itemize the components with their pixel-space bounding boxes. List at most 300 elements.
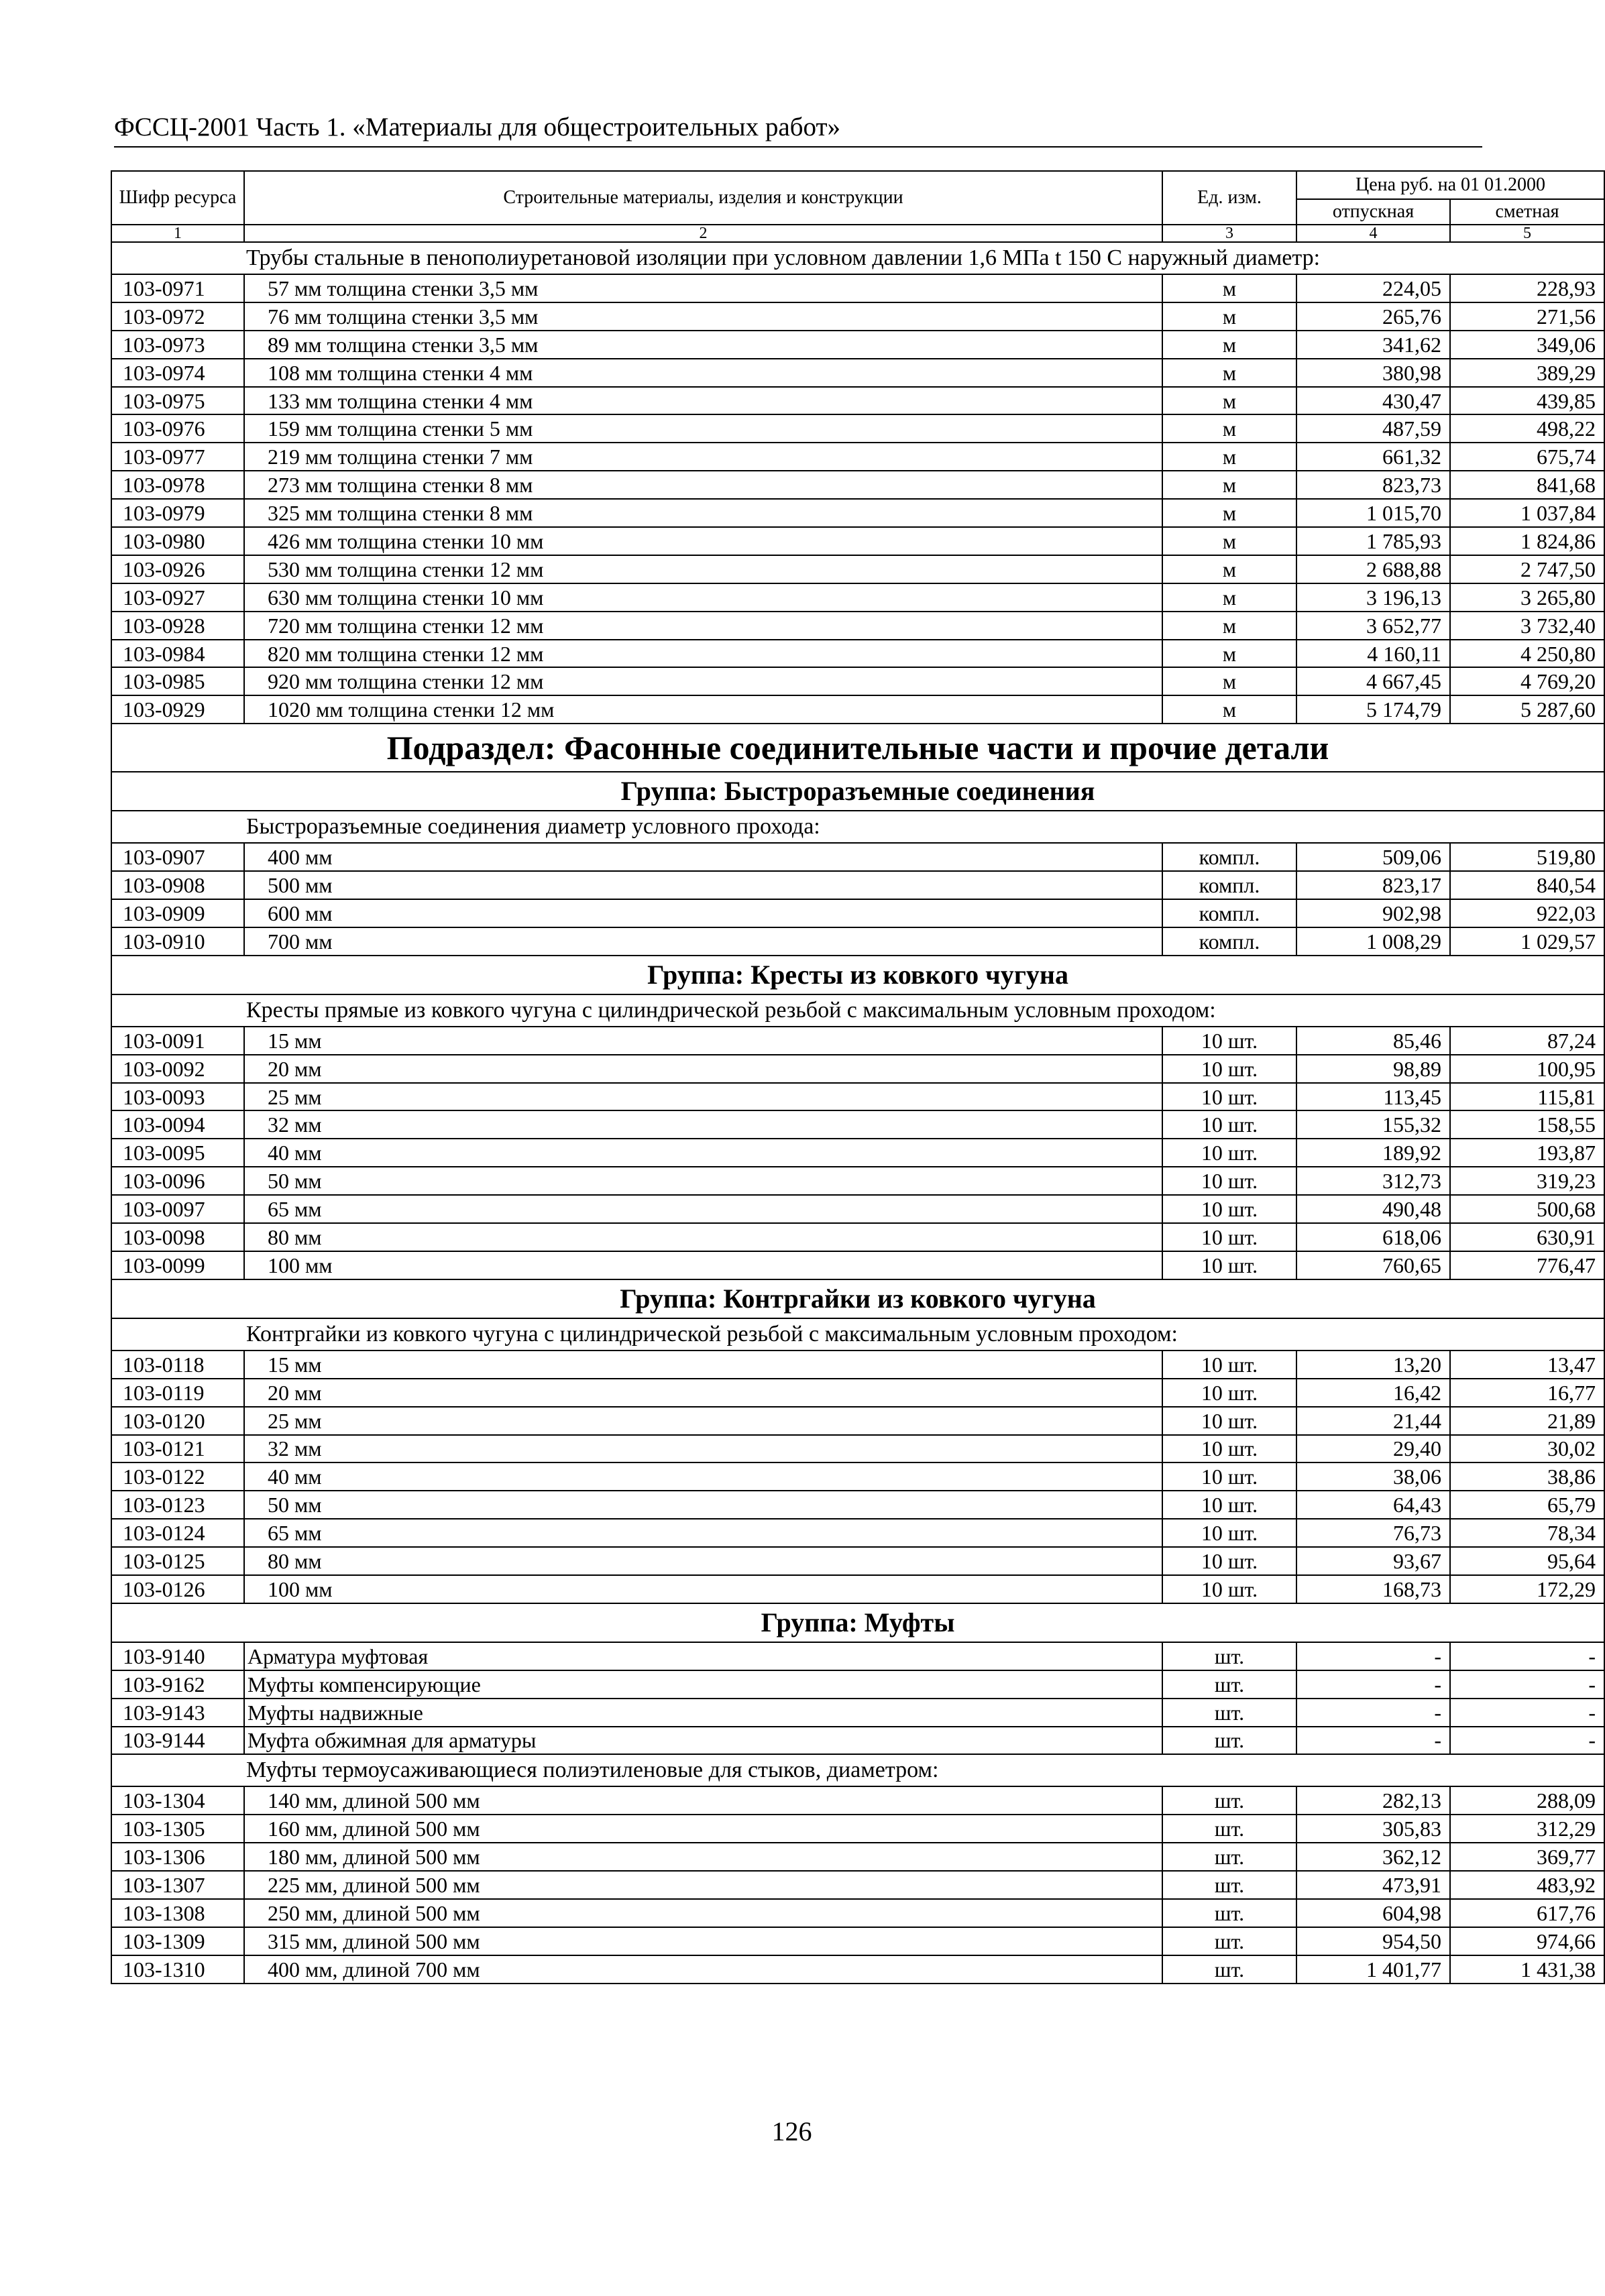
column-number-3: 3 (1162, 225, 1296, 242)
material-name-cell: 133 мм толщина стенки 4 мм (244, 387, 1162, 415)
resource-code-cell: 103-0097 (111, 1195, 244, 1223)
section-intro-text: Быстроразъемные соединения диаметр условного прохода: (111, 811, 1604, 843)
estimate-price-cell: 841,68 (1450, 471, 1604, 499)
release-price-cell: 661,32 (1296, 443, 1450, 471)
material-name-cell: 50 мм (244, 1167, 1162, 1195)
release-price-cell: 490,48 (1296, 1195, 1450, 1223)
table-row (111, 527, 1604, 555)
release-price-cell: 618,06 (1296, 1223, 1450, 1251)
unit-cell: 10 шт. (1162, 1110, 1296, 1139)
table-row (111, 695, 1604, 724)
table-row (111, 1491, 1604, 1519)
group-row (111, 1603, 1604, 1642)
estimate-price-cell: 319,23 (1450, 1167, 1604, 1195)
estimate-price-cell: 974,66 (1450, 1927, 1604, 1955)
estimate-price-cell: 1 029,57 (1450, 927, 1604, 956)
estimate-price-cell: 349,06 (1450, 331, 1604, 359)
material-name-cell: 57 мм толщина стенки 3,5 мм (244, 274, 1162, 302)
material-name-cell: Муфта обжимная для арматуры (244, 1727, 1162, 1755)
unit-cell: шт. (1162, 1927, 1296, 1955)
estimate-price-cell: 1 037,84 (1450, 499, 1604, 527)
material-name-cell: 700 мм (244, 927, 1162, 956)
resource-code-cell: 103-0972 (111, 302, 244, 331)
resource-code-cell: 103-9162 (111, 1670, 244, 1699)
unit-cell: шт. (1162, 1843, 1296, 1871)
material-name-cell: 76 мм толщина стенки 3,5 мм (244, 302, 1162, 331)
group-heading: Группа: Муфты (111, 1603, 1604, 1642)
estimate-price-cell: 4 250,80 (1450, 640, 1604, 668)
release-price-cell: 1 785,93 (1296, 527, 1450, 555)
material-name-cell: 50 мм (244, 1491, 1162, 1519)
group-row (111, 956, 1604, 994)
unit-cell: компл. (1162, 927, 1296, 956)
estimate-price-cell: 16,77 (1450, 1379, 1604, 1407)
table-row (111, 843, 1604, 871)
material-name-cell: Арматура муфтовая (244, 1642, 1162, 1670)
table-row (111, 471, 1604, 499)
resource-code-cell: 103-0092 (111, 1055, 244, 1083)
release-price-cell: 341,62 (1296, 331, 1450, 359)
estimate-price-cell: 1 431,38 (1450, 1955, 1604, 1984)
unit-cell: м (1162, 359, 1296, 387)
release-price-cell: 98,89 (1296, 1055, 1450, 1083)
table-row (111, 1899, 1604, 1927)
resource-code-cell: 103-0976 (111, 414, 244, 443)
resource-code-cell: 103-0977 (111, 443, 244, 471)
release-price-cell: 487,59 (1296, 414, 1450, 443)
table-row (111, 927, 1604, 956)
unit-cell: шт. (1162, 1727, 1296, 1755)
release-price-cell: 265,76 (1296, 302, 1450, 331)
release-price-cell: 76,73 (1296, 1519, 1450, 1547)
release-price-cell: 823,17 (1296, 871, 1450, 899)
estimate-price-cell: 78,34 (1450, 1519, 1604, 1547)
resource-code-cell: 103-0093 (111, 1083, 244, 1111)
table-row (111, 414, 1604, 443)
material-name-cell: 160 мм, длиной 500 мм (244, 1815, 1162, 1843)
material-name-cell: 15 мм (244, 1027, 1162, 1055)
column-number-5: 5 (1450, 225, 1604, 242)
material-name-cell: 80 мм (244, 1547, 1162, 1575)
unit-cell: 10 шт. (1162, 1491, 1296, 1519)
column-header-code: Шифр ресурса (111, 171, 244, 225)
material-name-cell: 225 мм, длиной 500 мм (244, 1871, 1162, 1899)
material-name-cell: 89 мм толщина стенки 3,5 мм (244, 331, 1162, 359)
resource-code-cell: 103-0121 (111, 1435, 244, 1463)
material-name-cell: 630 мм толщина стенки 10 мм (244, 583, 1162, 612)
release-price-cell: 93,67 (1296, 1547, 1450, 1575)
release-price-cell: 604,98 (1296, 1899, 1450, 1927)
estimate-price-cell: 1 824,86 (1450, 527, 1604, 555)
unit-cell: 10 шт. (1162, 1519, 1296, 1547)
release-price-cell: 902,98 (1296, 899, 1450, 927)
material-name-cell: 273 мм толщина стенки 8 мм (244, 471, 1162, 499)
release-price-cell: 509,06 (1296, 843, 1450, 871)
release-price-cell: 38,06 (1296, 1462, 1450, 1491)
column-header-estimate: сметная (1450, 199, 1604, 225)
material-name-cell: 219 мм толщина стенки 7 мм (244, 443, 1162, 471)
intro-row (111, 1754, 1604, 1786)
unit-cell: м (1162, 695, 1296, 724)
table-row (111, 1815, 1604, 1843)
table-row (111, 640, 1604, 668)
unit-cell: 10 шт. (1162, 1027, 1296, 1055)
unit-cell: м (1162, 443, 1296, 471)
estimate-price-cell: 271,56 (1450, 302, 1604, 331)
resource-code-cell: 103-0094 (111, 1110, 244, 1139)
column-number-1: 1 (111, 225, 244, 242)
material-name-cell: 325 мм толщина стенки 8 мм (244, 499, 1162, 527)
material-name-cell: 32 мм (244, 1435, 1162, 1463)
page-header: ФССЦ-2001 Часть 1. «Материалы для общестроительных работ» (114, 113, 841, 141)
unit-cell: 10 шт. (1162, 1407, 1296, 1435)
table-row (111, 1575, 1604, 1603)
unit-cell: компл. (1162, 871, 1296, 899)
table-row (111, 331, 1604, 359)
estimate-price-cell: - (1450, 1727, 1604, 1755)
unit-cell: 10 шт. (1162, 1167, 1296, 1195)
unit-cell: м (1162, 471, 1296, 499)
estimate-price-cell: 87,24 (1450, 1027, 1604, 1055)
release-price-cell: 113,45 (1296, 1083, 1450, 1111)
unit-cell: 10 шт. (1162, 1195, 1296, 1223)
resource-code-cell: 103-0927 (111, 583, 244, 612)
material-name-cell: 65 мм (244, 1519, 1162, 1547)
estimate-price-cell: 228,93 (1450, 274, 1604, 302)
estimate-price-cell: 21,89 (1450, 1407, 1604, 1435)
resource-code-cell: 103-0980 (111, 527, 244, 555)
section-intro-text: Контргайки из ковкого чугуна с цилиндрической резьбой с максимальным условным проходом: (111, 1318, 1604, 1351)
unit-cell: шт. (1162, 1642, 1296, 1670)
material-name-cell: 1020 мм толщина стенки 12 мм (244, 695, 1162, 724)
material-name-cell: 426 мм толщина стенки 10 мм (244, 527, 1162, 555)
release-price-cell: 760,65 (1296, 1251, 1450, 1279)
unit-cell: шт. (1162, 1955, 1296, 1984)
material-name-cell: 40 мм (244, 1462, 1162, 1491)
unit-cell: компл. (1162, 843, 1296, 871)
material-name-cell: 400 мм (244, 843, 1162, 871)
estimate-price-cell: 312,29 (1450, 1815, 1604, 1843)
unit-cell: 10 шт. (1162, 1223, 1296, 1251)
unit-cell: 10 шт. (1162, 1575, 1296, 1603)
unit-cell: 10 шт. (1162, 1083, 1296, 1111)
resource-code-cell: 103-0099 (111, 1251, 244, 1279)
release-price-cell: - (1296, 1670, 1450, 1699)
release-price-cell: 85,46 (1296, 1027, 1450, 1055)
material-name-cell: 400 мм, длиной 700 мм (244, 1955, 1162, 1984)
unit-cell: м (1162, 612, 1296, 640)
release-price-cell: 430,47 (1296, 387, 1450, 415)
section-intro-text: Трубы стальные в пенополиуретановой изоляции при условном давлении 1,6 МПа t 150 С наружный диаметр: (111, 242, 1604, 274)
release-price-cell: 4 160,11 (1296, 640, 1450, 668)
release-price-cell: 1 015,70 (1296, 499, 1450, 527)
unit-cell: м (1162, 640, 1296, 668)
column-number-4: 4 (1296, 225, 1450, 242)
estimate-price-cell: 13,47 (1450, 1351, 1604, 1379)
table-row (111, 1843, 1604, 1871)
intro-row (111, 1318, 1604, 1351)
unit-cell: м (1162, 583, 1296, 612)
resource-code-cell: 103-0096 (111, 1167, 244, 1195)
page-number: 126 (771, 2116, 812, 2146)
table-row (111, 1407, 1604, 1435)
group-heading: Группа: Быстроразъемные соединения (111, 772, 1604, 811)
estimate-price-cell: 115,81 (1450, 1083, 1604, 1111)
material-name-cell: 920 мм толщина стенки 12 мм (244, 667, 1162, 695)
unit-cell: м (1162, 302, 1296, 331)
release-price-cell: 305,83 (1296, 1815, 1450, 1843)
header-rule (114, 146, 1482, 148)
resource-code-cell: 103-1305 (111, 1815, 244, 1843)
unit-cell: м (1162, 274, 1296, 302)
table-row (111, 1379, 1604, 1407)
resource-code-cell: 103-9144 (111, 1727, 244, 1755)
estimate-price-cell: 4 769,20 (1450, 667, 1604, 695)
group-heading: Группа: Кресты из ковкого чугуна (111, 956, 1604, 994)
unit-cell: шт. (1162, 1815, 1296, 1843)
estimate-price-cell: 5 287,60 (1450, 695, 1604, 724)
unit-cell: 10 шт. (1162, 1462, 1296, 1491)
material-name-cell: 65 мм (244, 1195, 1162, 1223)
table-row (111, 1083, 1604, 1111)
unit-cell: 10 шт. (1162, 1055, 1296, 1083)
table-row (111, 1223, 1604, 1251)
release-price-cell: 380,98 (1296, 359, 1450, 387)
unit-cell: м (1162, 499, 1296, 527)
table-row (111, 443, 1604, 471)
release-price-cell: 3 196,13 (1296, 583, 1450, 612)
resource-code-cell: 103-0126 (111, 1575, 244, 1603)
table-row (111, 1727, 1604, 1755)
material-name-cell: 720 мм толщина стенки 12 мм (244, 612, 1162, 640)
table-row (111, 1871, 1604, 1899)
table-row (111, 1110, 1604, 1139)
unit-cell: м (1162, 555, 1296, 583)
table-row (111, 899, 1604, 927)
estimate-price-cell: 2 747,50 (1450, 555, 1604, 583)
release-price-cell: 16,42 (1296, 1379, 1450, 1407)
material-name-cell: 80 мм (244, 1223, 1162, 1251)
estimate-price-cell: - (1450, 1670, 1604, 1699)
column-header-release: отпускная (1296, 199, 1450, 225)
table-row (111, 1195, 1604, 1223)
table-row (111, 1955, 1604, 1984)
subsection-row (111, 724, 1604, 772)
estimate-price-cell: 65,79 (1450, 1491, 1604, 1519)
group-row (111, 1279, 1604, 1318)
release-price-cell: 282,13 (1296, 1786, 1450, 1815)
material-name-cell: 32 мм (244, 1110, 1162, 1139)
table-row (111, 555, 1604, 583)
resource-code-cell: 103-0973 (111, 331, 244, 359)
resource-code-cell: 103-0971 (111, 274, 244, 302)
material-name-cell: 15 мм (244, 1351, 1162, 1379)
table-row (111, 1786, 1604, 1815)
table-row (111, 1519, 1604, 1547)
estimate-price-cell: 498,22 (1450, 414, 1604, 443)
estimate-price-cell: 172,29 (1450, 1575, 1604, 1603)
table-row (111, 1462, 1604, 1491)
unit-cell: шт. (1162, 1670, 1296, 1699)
material-name-cell: 250 мм, длиной 500 мм (244, 1899, 1162, 1927)
unit-cell: 10 шт. (1162, 1351, 1296, 1379)
material-name-cell: 500 мм (244, 871, 1162, 899)
table-row (111, 359, 1604, 387)
material-name-cell: 108 мм толщина стенки 4 мм (244, 359, 1162, 387)
resource-code-cell: 103-0929 (111, 695, 244, 724)
table-row (111, 499, 1604, 527)
group-heading: Группа: Контргайки из ковкого чугуна (111, 1279, 1604, 1318)
table-body (111, 242, 1604, 1984)
material-name-cell: 40 мм (244, 1139, 1162, 1167)
release-price-cell: 29,40 (1296, 1435, 1450, 1463)
release-price-cell: 5 174,79 (1296, 695, 1450, 724)
estimate-price-cell: 483,92 (1450, 1871, 1604, 1899)
estimate-price-cell: 369,77 (1450, 1843, 1604, 1871)
resource-code-cell: 103-0979 (111, 499, 244, 527)
estimate-price-cell: 500,68 (1450, 1195, 1604, 1223)
resource-code-cell: 103-1309 (111, 1927, 244, 1955)
estimate-price-cell: 30,02 (1450, 1435, 1604, 1463)
table-row (111, 1699, 1604, 1727)
release-price-cell: 2 688,88 (1296, 555, 1450, 583)
unit-cell: м (1162, 331, 1296, 359)
resource-code-cell: 103-0909 (111, 899, 244, 927)
resource-code-cell: 103-0908 (111, 871, 244, 899)
table-row (111, 274, 1604, 302)
table-row (111, 612, 1604, 640)
resource-code-cell: 103-0091 (111, 1027, 244, 1055)
estimate-price-cell: 675,74 (1450, 443, 1604, 471)
estimate-price-cell: - (1450, 1699, 1604, 1727)
resource-code-cell: 103-0124 (111, 1519, 244, 1547)
release-price-cell: 189,92 (1296, 1139, 1450, 1167)
section-intro-text: Кресты прямые из ковкого чугуна с цилиндрической резьбой с максимальным условным проходом: (111, 994, 1604, 1027)
release-price-cell: 823,73 (1296, 471, 1450, 499)
table-row (111, 1351, 1604, 1379)
materials-price-table (111, 170, 1605, 1984)
material-name-cell: 180 мм, длиной 500 мм (244, 1843, 1162, 1871)
release-price-cell: 4 667,45 (1296, 667, 1450, 695)
table-row (111, 667, 1604, 695)
table-row (111, 1670, 1604, 1699)
unit-cell: шт. (1162, 1871, 1296, 1899)
release-price-cell: 13,20 (1296, 1351, 1450, 1379)
estimate-price-cell: 519,80 (1450, 843, 1604, 871)
unit-cell: шт. (1162, 1699, 1296, 1727)
unit-cell: компл. (1162, 899, 1296, 927)
estimate-price-cell: 922,03 (1450, 899, 1604, 927)
estimate-price-cell: 630,91 (1450, 1223, 1604, 1251)
resource-code-cell: 103-0984 (111, 640, 244, 668)
estimate-price-cell: 3 265,80 (1450, 583, 1604, 612)
table-row (111, 1027, 1604, 1055)
intro-row (111, 994, 1604, 1027)
column-header-unit: Ед. изм. (1162, 171, 1296, 225)
release-price-cell: - (1296, 1727, 1450, 1755)
table-row (111, 1251, 1604, 1279)
resource-code-cell: 103-0974 (111, 359, 244, 387)
unit-cell: шт. (1162, 1786, 1296, 1815)
table-row (111, 1055, 1604, 1083)
estimate-price-cell: 776,47 (1450, 1251, 1604, 1279)
release-price-cell: 21,44 (1296, 1407, 1450, 1435)
material-name-cell: 20 мм (244, 1055, 1162, 1083)
estimate-price-cell: 158,55 (1450, 1110, 1604, 1139)
release-price-cell: 362,12 (1296, 1843, 1450, 1871)
release-price-cell: 312,73 (1296, 1167, 1450, 1195)
material-name-cell: 100 мм (244, 1251, 1162, 1279)
estimate-price-cell: - (1450, 1642, 1604, 1670)
release-price-cell: 3 652,77 (1296, 612, 1450, 640)
resource-code-cell: 103-0926 (111, 555, 244, 583)
table-row (111, 583, 1604, 612)
resource-code-cell: 103-9140 (111, 1642, 244, 1670)
resource-code-cell: 103-0123 (111, 1491, 244, 1519)
estimate-price-cell: 617,76 (1450, 1899, 1604, 1927)
table-row (111, 871, 1604, 899)
unit-cell: м (1162, 387, 1296, 415)
material-name-cell: 530 мм толщина стенки 12 мм (244, 555, 1162, 583)
unit-cell: 10 шт. (1162, 1379, 1296, 1407)
table-row (111, 1927, 1604, 1955)
subsection-heading: Подраздел: Фасонные соединительные части и прочие детали (111, 724, 1604, 772)
unit-cell: 10 шт. (1162, 1435, 1296, 1463)
release-price-cell: - (1296, 1642, 1450, 1670)
resource-code-cell: 103-1304 (111, 1786, 244, 1815)
resource-code-cell: 103-0119 (111, 1379, 244, 1407)
intro-row (111, 242, 1604, 274)
estimate-price-cell: 100,95 (1450, 1055, 1604, 1083)
unit-cell: 10 шт. (1162, 1251, 1296, 1279)
release-price-cell: 224,05 (1296, 274, 1450, 302)
material-name-cell: 315 мм, длиной 500 мм (244, 1927, 1162, 1955)
column-number-2: 2 (244, 225, 1162, 242)
table-row (111, 387, 1604, 415)
estimate-price-cell: 288,09 (1450, 1786, 1604, 1815)
resource-code-cell: 103-0118 (111, 1351, 244, 1379)
table-row (111, 1547, 1604, 1575)
release-price-cell: 155,32 (1296, 1110, 1450, 1139)
material-name-cell: 159 мм толщина стенки 5 мм (244, 414, 1162, 443)
estimate-price-cell: 840,54 (1450, 871, 1604, 899)
unit-cell: м (1162, 414, 1296, 443)
resource-code-cell: 103-9143 (111, 1699, 244, 1727)
release-price-cell: - (1296, 1699, 1450, 1727)
material-name-cell: 25 мм (244, 1083, 1162, 1111)
release-price-cell: 473,91 (1296, 1871, 1450, 1899)
table-row (111, 1435, 1604, 1463)
table-row (111, 1642, 1604, 1670)
resource-code-cell: 103-0122 (111, 1462, 244, 1491)
intro-row (111, 811, 1604, 843)
resource-code-cell: 103-0907 (111, 843, 244, 871)
material-name-cell: Муфты компенсирующие (244, 1670, 1162, 1699)
release-price-cell: 1 401,77 (1296, 1955, 1450, 1984)
resource-code-cell: 103-0975 (111, 387, 244, 415)
estimate-price-cell: 389,29 (1450, 359, 1604, 387)
release-price-cell: 954,50 (1296, 1927, 1450, 1955)
material-name-cell: 25 мм (244, 1407, 1162, 1435)
resource-code-cell: 103-0125 (111, 1547, 244, 1575)
section-intro-text: Муфты термоусаживающиеся полиэтиленовые для стыков, диаметром: (111, 1754, 1604, 1786)
resource-code-cell: 103-0910 (111, 927, 244, 956)
resource-code-cell: 103-1308 (111, 1899, 244, 1927)
estimate-price-cell: 95,64 (1450, 1547, 1604, 1575)
estimate-price-cell: 193,87 (1450, 1139, 1604, 1167)
column-header-name: Строительные материалы, изделия и конструкции (244, 171, 1162, 225)
resource-code-cell: 103-0928 (111, 612, 244, 640)
